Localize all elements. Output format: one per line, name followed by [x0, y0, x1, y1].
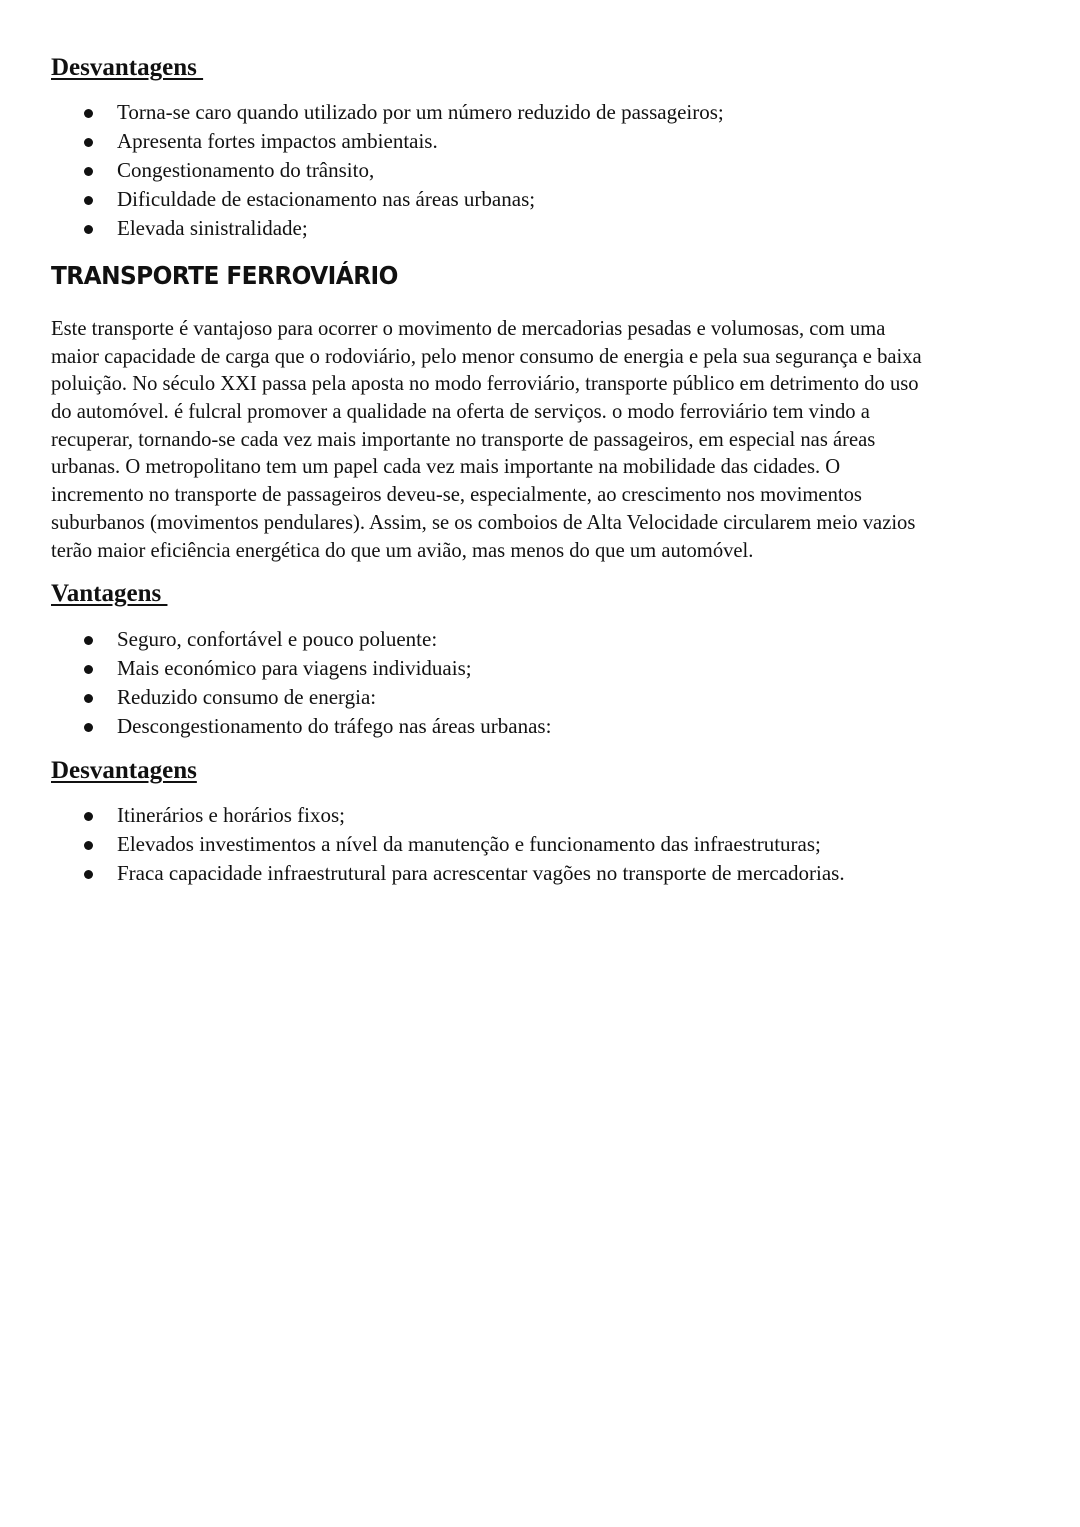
list-item-text: Dificuldade de estacionamento nas áreas urbanas; — [117, 187, 536, 211]
paragraph-line: Este transporte é vantajoso para ocorrer o movimento de mercadorias pesadas e volumosas, com uma — [51, 318, 886, 340]
bullet-icon — [84, 870, 93, 879]
list-item — [0, 127, 724, 156]
paragraph-line: suburbanos (movimentos pendulares). Assim, se os comboios de Alta Velocidade circularem meio vazios — [51, 511, 916, 534]
advantages-list-rail — [0, 625, 551, 741]
list-item-text: Mais económico para viagens individuais; — [117, 656, 472, 680]
list-item — [0, 185, 724, 214]
list-item-text: Descongestionamento do tráfego nas áreas urbanas: — [117, 714, 552, 738]
bullet-icon — [84, 694, 93, 703]
list-item — [0, 712, 551, 741]
disadvantages-list-road — [0, 98, 724, 243]
list-item-text: Congestionamento do trânsito, — [117, 158, 375, 182]
rail-paragraph — [51, 316, 1041, 565]
bullet-icon — [84, 196, 93, 205]
bullet-icon — [84, 665, 93, 674]
bullet-icon — [84, 225, 93, 234]
list-item-text: Reduzido consumo de energia: — [117, 685, 377, 709]
list-item — [0, 98, 724, 127]
paragraph-line: poluição. No século XXI passa pela aposta no modo ferroviário, transporte público em detrimento do uso — [51, 373, 919, 396]
paragraph-line: incremento no transporte de passageiros deveu-se, especialmente, ao crescimento nos movimentos — [51, 484, 862, 507]
list-item-text: Torna-se caro quando utilizado por um número reduzido de passageiros; — [117, 100, 724, 124]
list-item — [0, 625, 551, 654]
list-item — [0, 801, 845, 830]
disadvantages-list-rail — [0, 801, 845, 888]
list-item-text: Elevados investimentos a nível da manutenção e funcionamento das infraestruturas; — [117, 832, 821, 856]
paragraph-line: terão maior eficiência energética do que um avião, mas menos do que um automóvel. — [51, 539, 754, 562]
bullet-icon — [84, 812, 93, 821]
bullet-icon — [84, 138, 93, 147]
disadvantages-heading-rail: Desvantagens — [51, 757, 197, 784]
list-item — [0, 859, 845, 888]
bullet-icon — [84, 723, 93, 732]
bullet-icon — [84, 636, 93, 645]
list-item — [0, 683, 551, 712]
paragraph-line: do automóvel. é fulcral promover a qualidade na oferta de serviços. o modo ferroviário tem vindo a — [51, 401, 870, 424]
paragraph-line: maior capacidade de carga que o rodoviário, pelo menor consumo de energia e pela sua segurança e baixa — [51, 345, 922, 368]
advantages-heading-rail: Vantagens — [51, 580, 168, 607]
paragraph-line: urbanas. O metropolitano tem um papel cada vez mais importante na mobilidade das cidades. O — [51, 456, 841, 479]
list-item — [0, 156, 724, 185]
list-item — [0, 214, 724, 243]
list-item — [0, 830, 845, 859]
bullet-icon — [84, 841, 93, 850]
list-item-text: Seguro, confortável e pouco poluente: — [117, 627, 438, 651]
bullet-icon — [84, 109, 93, 118]
section-title-rail: TRANSPORTE FERROVIÁRIO — [51, 261, 398, 290]
list-item-text: Elevada sinistralidade; — [117, 216, 308, 240]
list-item-text: Itinerários e horários fixos; — [117, 803, 346, 827]
list-item — [0, 654, 551, 683]
bullet-icon — [84, 167, 93, 176]
list-item-text: Fraca capacidade infraestrutural para acrescentar vagões no transporte de mercadorias. — [117, 861, 845, 885]
list-item-text: Apresenta fortes impactos ambientais. — [117, 129, 438, 153]
disadvantages-heading-road: Desvantagens — [51, 54, 204, 81]
paragraph-line: recuperar, tornando-se cada vez mais importante no transporte de passageiros, em especial nas áreas — [51, 428, 876, 451]
